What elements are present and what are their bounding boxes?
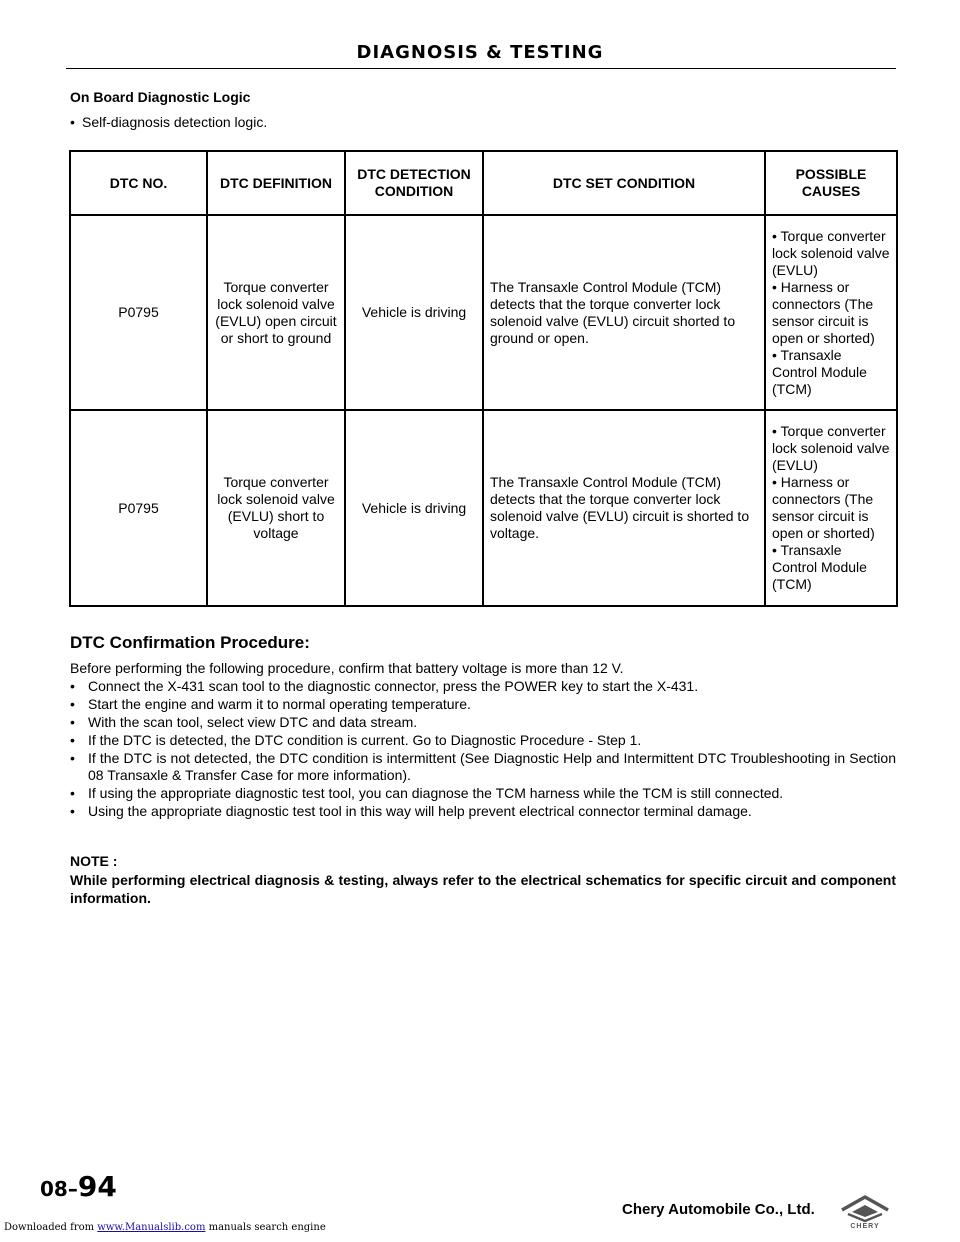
- page-section: 08–: [40, 1177, 78, 1201]
- bullet-icon: •: [772, 423, 781, 439]
- section-heading: On Board Diagnostic Logic: [70, 89, 251, 105]
- table-header-row: [70, 151, 897, 215]
- list-item: • With the scan tool, select view DTC and data stream.: [70, 714, 418, 730]
- cell-detection: Vehicle is driving: [345, 215, 483, 410]
- list-item: • If the DTC is detected, the DTC condition is current. Go to Diagnostic Procedure - Step 1.: [70, 732, 642, 748]
- cell-possible-causes: [765, 215, 897, 410]
- intro-bullet-text: Self-diagnosis detection logic.: [82, 114, 268, 130]
- bullet-icon: •: [70, 714, 75, 730]
- list-item: • If the DTC is not detected, the DTC condition is intermittent (See Diagnostic Help and Intermittent DTC Troubleshooting in Section 08 Transaxle & Transfer Case for more information).: [70, 750, 896, 783]
- confirmation-heading: DTC Confirmation Procedure:: [70, 633, 310, 652]
- bullet-icon: •: [772, 227, 781, 244]
- cell-definition: Torque converter lock solenoid valve (EVLU) open circuit or short to ground: [207, 215, 345, 410]
- header-dtc-set-condition: DTC SET CONDITION: [483, 151, 765, 215]
- cause-item: • Harness or connectors (The sensor circuit is open or shorted): [772, 474, 875, 541]
- header-dtc-no: DTC NO.: [70, 151, 207, 215]
- page-number: [40, 1170, 117, 1203]
- bullet-icon: •: [70, 114, 75, 130]
- bullet-icon: •: [772, 542, 781, 558]
- header-dtc-detection-condition: DTC DETECTION CONDITION: [345, 151, 483, 215]
- cause-item: • Transaxle Control Module (TCM): [772, 542, 867, 592]
- header-dtc-definition: DTC DEFINITION: [207, 151, 345, 215]
- cell-definition: Torque converter lock solenoid valve (EVLU) short to voltage: [207, 410, 345, 606]
- cause-item: • Transaxle Control Module (TCM): [772, 346, 867, 397]
- confirmation-intro: Before performing the following procedure, confirm that battery voltage is more than 12 V.: [70, 660, 624, 676]
- download-prefix: Downloaded from: [4, 1222, 95, 1233]
- bullet-icon: •: [70, 785, 75, 801]
- cell-dtc-no: P0795: [70, 215, 207, 410]
- cell-dtc-no: P0795: [70, 410, 207, 606]
- logo-center-mark: [852, 1205, 878, 1217]
- page-index: 94: [77, 1170, 117, 1203]
- chery-logo-icon: [834, 1194, 896, 1230]
- cell-possible-causes: [765, 410, 897, 606]
- header-divider: [66, 68, 896, 69]
- note-text: While performing electrical diagnosis & testing, always refer to the electrical schematics for specific circuit and component information.: [70, 872, 896, 906]
- cause-item: • Torque converter lock solenoid valve (EVLU): [772, 423, 890, 473]
- bullet-icon: •: [772, 346, 781, 363]
- company-name: Chery Automobile Co., Ltd.: [622, 1201, 815, 1218]
- table-row: [70, 215, 897, 410]
- logo-text: CHERY: [850, 1223, 880, 1230]
- download-suffix: manuals search engine: [208, 1222, 326, 1233]
- confirmation-procedure: [70, 660, 896, 821]
- dtc-table: [69, 150, 898, 607]
- download-notice: [4, 1222, 326, 1233]
- page-header-title: DIAGNOSIS & TESTING: [356, 42, 604, 63]
- list-item: • If using the appropriate diagnostic test tool, you can diagnose the TCM harness while the TCM is still connected.: [70, 785, 784, 801]
- cell-set-condition: The Transaxle Control Module (TCM) detects that the torque converter lock solenoid valve (EVLU) circuit shorted to ground or open.: [483, 215, 765, 410]
- cell-set-condition: The Transaxle Control Module (TCM) detects that the torque converter lock solenoid valve (EVLU) circuit is shorted to voltage.: [483, 410, 765, 606]
- bullet-icon: •: [70, 696, 75, 712]
- note-label: NOTE :: [70, 853, 118, 869]
- manualslib-link[interactable]: www.Manualslib.com: [97, 1222, 206, 1233]
- cause-item: • Torque converter lock solenoid valve (EVLU): [772, 227, 890, 278]
- bullet-icon: •: [772, 474, 781, 490]
- cause-item: • Harness or connectors (The sensor circuit is open or shorted): [772, 278, 875, 346]
- list-item: • Start the engine and warm it to normal operating temperature.: [70, 696, 471, 712]
- header-possible-causes: POSSIBLE CAUSES: [765, 151, 897, 215]
- list-item: • Using the appropriate diagnostic test tool in this way will help prevent electrical connector terminal damage.: [70, 803, 752, 819]
- bullet-icon: •: [70, 750, 75, 766]
- bullet-icon: •: [772, 278, 781, 295]
- procedure-steps: [70, 678, 896, 820]
- list-item: • Connect the X-431 scan tool to the diagnostic connector, press the POWER key to start the X-431.: [70, 678, 699, 694]
- cell-detection: Vehicle is driving: [345, 410, 483, 606]
- intro-bullet-item: [70, 114, 267, 130]
- bullet-icon: •: [70, 678, 75, 694]
- bullet-icon: •: [70, 732, 75, 748]
- table-row: [70, 410, 897, 606]
- bullet-icon: •: [70, 803, 75, 819]
